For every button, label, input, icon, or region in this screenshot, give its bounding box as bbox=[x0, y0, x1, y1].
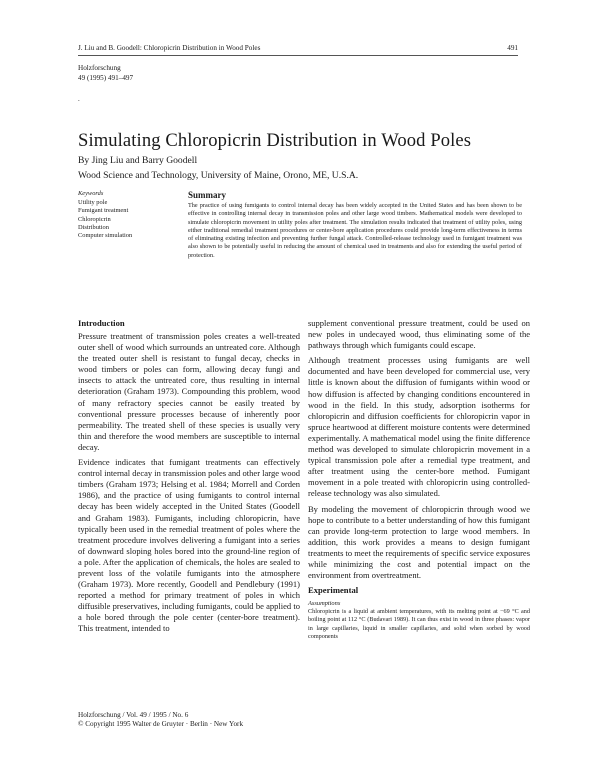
running-title: J. Liu and B. Goodell: Chloropicrin Distribution in Wood Poles bbox=[78, 44, 261, 52]
article-affiliation: Wood Science and Technology, University of Maine, Orono, ME, U.S.A. bbox=[78, 170, 359, 181]
body-paragraph: Pressure treatment of transmission poles creates a well-treated outer shell of wood which surrounds an untreated core. Although the treated outer shell is resistant to fungal decay, checks in wood timbers or poles can form, allowing decay fungi and insects to attack the untreated core, thus resulting in internal deterioration (Graham 1973). Compounding this problem, wood of many refractory species cannot be easily treated by conventional pressure processes because of inherently poor permeability. The treated shell of these species is usually very thin and therefore the wood members are susceptible to internal decay. bbox=[78, 331, 300, 452]
right-column bbox=[308, 318, 530, 645]
footer-citation: Holzforschung / Vol. 49 / 1995 / No. 6 bbox=[78, 711, 189, 719]
dot-mark: . bbox=[78, 95, 80, 103]
body-paragraph: supplement conventional pressure treatment, could be used on new poles in undecayed wood, thus eliminating some of the pathways through which fumigants could escape. bbox=[308, 318, 530, 351]
journal-name: Holzforschung bbox=[78, 64, 121, 72]
journal-meta bbox=[78, 64, 133, 83]
summary-block bbox=[188, 190, 522, 260]
keyword-item: Utility pole bbox=[78, 199, 108, 207]
article-title: Simulating Chloropicrin Distribution in Wood Poles bbox=[78, 130, 472, 151]
body-paragraph: Although treatment processes using fumigants are well documented and have been developed for commercial use, very little is known about the diffusion of fumigants within wood or how diffusion is affected by changing conditions encountered in wood in the field. In this study, adsorption isotherms for chloropicrin and diffusion coefficients for chloropicrin vapor in spruce heartwood at different moisture contents were determined experimentally. A mathematical model using the finite difference method was developed to simulate chloropicrin movement in a typical transmission pole after a remedial type treatment, and after treatment using the center-bore method. Fumigant movement in a pole treated with chloropicrin using controlled-release technology was also simulated. bbox=[308, 355, 530, 499]
body-paragraph: By modeling the movement of chloropicrin through wood we hope to contribute to a better understanding of how this fumigant can provide long-term protection to large wood members. In addition, this work provides a means to design fumigant treatments to meet the requirements of specific service exposures while minimizing the cost and potential impact on the environment from overtreatment. bbox=[308, 503, 530, 581]
keyword-item: Distribution bbox=[78, 223, 109, 231]
introduction-heading: Introduction bbox=[78, 318, 125, 328]
keyword-item: Computer simulation bbox=[78, 232, 133, 240]
keyword-item: Fumigant treatment bbox=[78, 207, 129, 215]
running-header bbox=[78, 44, 518, 56]
left-column bbox=[78, 318, 300, 639]
experimental-heading: Experimental bbox=[308, 585, 359, 596]
summary-text: The practice of using fumigants to control internal decay has been widely accepted in the United States and has been shown to be effective in controlling internal decay in transmission poles and other large wood timbers. Mathematical models were developed to simulate chloropicrin movement in utility poles after treatment. The simulation results indicated that treatment of utility poles, using either traditional remedial treatment procedures or center-bore application procedures could provide long-term effectiveness in terms of eliminating existing infection and preventing further fungal attack. Controlled-release technology used in fumigant treatment was also shown to be potentially useful in reducing the amount of chemical used in treatments and also for extending the useful period of protection. bbox=[188, 202, 522, 259]
article-authors: By Jing Liu and Barry Goodell bbox=[78, 155, 198, 166]
assumptions-heading: Assumptions bbox=[308, 600, 341, 608]
keywords-label: Keywords bbox=[78, 190, 104, 197]
page-number: 491 bbox=[507, 44, 518, 52]
keyword-item: Chloropicrin bbox=[78, 215, 111, 223]
assumptions-text: Chloropicrin is a liquid at ambient temperatures, with its melting point at −69 °C and boiling point at 112 °C (Budavari 1989). It can thus exist in wood in three phases: vapor in large capillaries, liquid in smaller capillaries, and solid when sorbed by wood components bbox=[308, 608, 530, 640]
keywords-block bbox=[78, 190, 188, 240]
page-footer bbox=[78, 711, 243, 730]
footer-copyright: © Copyright 1995 Walter de Gruyter · Berlin · New York bbox=[78, 720, 244, 729]
body-paragraph: Evidence indicates that fumigant treatments can effectively control internal decay in transmission poles and other large wood timbers (Graham 1973; Helsing et al. 1984; Morrell and Corden 1986), and the practice of using fumigants to control internal decay has been widely accepted in the United States (Goodell and Graham 1983). Fumigants, including chloropicrin, have typically been used in the remedial treatment of poles where the treatment procedure involves delivering a fumigant into a series of downward sloping holes bored into the ground-line region of a pole. After the application of chemicals, the holes are sealed to prevent loss of the volatile fumigants into the atmosphere (Graham 1973). More recently, Goodell and Pendlebury (1991) reported a method for primary treatment of poles in which diffusible preservatives, including fumigants, could be applied to a hole bored through the pole center (center-bore treatment). This treatment, intended to bbox=[78, 457, 300, 634]
summary-heading: Summary bbox=[188, 190, 226, 200]
journal-volume: 49 (1995) 491–497 bbox=[78, 73, 134, 82]
